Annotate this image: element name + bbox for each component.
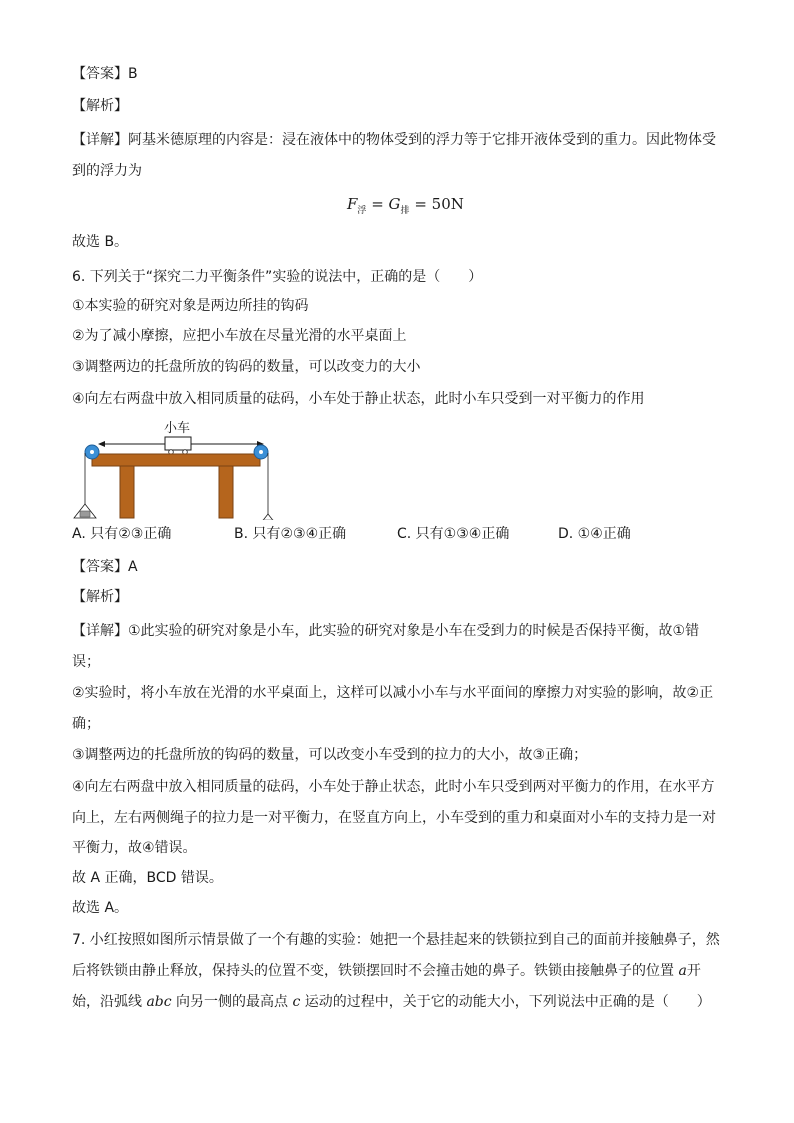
option-d[interactable]: D. ①④正确 xyxy=(558,526,631,542)
formula-f-sub: 浮 xyxy=(357,206,367,216)
table-leg-right xyxy=(219,466,233,518)
question-6-stem: 6. 下列关于“探究二力平衡条件”实验的说法中，正确的是（ ） xyxy=(72,269,483,285)
detail-6-line-8: 平衡力，故④错误。 xyxy=(72,840,197,856)
detail-6-line-3: ②实验时，将小车放在光滑的水平桌面上，这样可以减小小车与水平面间的摩擦力对实验的影响，故②正 xyxy=(72,685,714,701)
point-a: a xyxy=(678,963,687,979)
statement-2: ②为了减小摩擦，应把小车放在尽量光滑的水平桌面上 xyxy=(72,328,407,344)
arc-abc: abc xyxy=(146,994,172,1010)
q7-text: 运动的过程中，关于它的动能大小，下列说法中正确的是（ ） xyxy=(300,994,711,1010)
table-top xyxy=(92,454,260,466)
detail-6-line-2: 误； xyxy=(72,654,100,670)
left-weight-icon xyxy=(80,511,90,517)
q7-text: 后将铁锁由静止释放，保持头的位置不变，铁锁摆回时不会撞击她的鼻子。铁锁由接触鼻子的位置 xyxy=(72,963,679,979)
pulley-axle-icon xyxy=(259,450,263,454)
cart-label: 小车 xyxy=(164,421,191,436)
detail-6-line-9: 故 A 正确，BCD 错误。 xyxy=(72,870,223,886)
detail-6-line-6: ④向左右两盘中放入相同质量的砝码，小车处于静止状态，此时小车只受到两对平衡力的作用，在水平方 xyxy=(72,779,715,795)
detail-tag: 【详解】 xyxy=(72,623,128,639)
formula-g: G xyxy=(388,195,401,213)
q6-options xyxy=(72,523,722,545)
option-b[interactable]: B. 只有②③④正确 xyxy=(234,526,347,542)
answer-value: B xyxy=(128,66,138,82)
question-7-line-3 xyxy=(72,992,711,1012)
answer-5 xyxy=(72,64,138,84)
detail-text: ①此实验的研究对象是小车，此实验的研究对象是小车在受到力的时候是否保持平衡，故①错 xyxy=(128,623,700,639)
question-7-line-2 xyxy=(72,961,701,981)
answer-tag: 【答案】 xyxy=(72,559,128,575)
answer-6 xyxy=(72,557,138,577)
question-7-line-1: 7. 小红按照如图所示情景做了一个有趣的实验：她把一个悬挂起来的铁锁拉到自己的面前并接触鼻子，然 xyxy=(72,932,720,948)
analysis-5-tag: 【解析】 xyxy=(72,98,128,114)
formula-g-sub: 排 xyxy=(400,206,410,216)
q7-text: 向另一侧的最高点 xyxy=(171,994,293,1010)
detail-text: 阿基米德原理的内容是：浸在液体中的物体受到的浮力等于它排开液体受到的重力。因此物体受 xyxy=(128,132,716,148)
analysis-6-tag: 【解析】 xyxy=(72,589,128,605)
option-a[interactable]: A. 只有②③正确 xyxy=(72,526,172,542)
detail-6-line-4: 确； xyxy=(72,716,100,732)
statement-3: ③调整两边的托盘所放的钩码的数量，可以改变力的大小 xyxy=(72,359,421,375)
detail-5-line-1 xyxy=(72,130,716,150)
q7-text: 始，沿弧线 xyxy=(72,994,147,1010)
formula-f: F xyxy=(347,195,358,213)
q7-text: 开 xyxy=(686,963,701,979)
formula-eq: = xyxy=(366,195,389,213)
option-c[interactable]: C. 只有①③④正确 xyxy=(397,526,510,542)
left-arrow-icon xyxy=(98,441,105,447)
point-c: c xyxy=(292,994,301,1010)
balance-experiment-figure xyxy=(72,420,292,520)
table-leg-left xyxy=(120,466,134,518)
conclusion-5: 故选 B。 xyxy=(72,234,129,250)
detail-5-line-2: 到的浮力为 xyxy=(72,163,142,179)
statement-1: ①本实验的研究对象是两边所挂的钩码 xyxy=(72,298,309,314)
detail-6-line-1 xyxy=(72,621,699,641)
right-tray-icon xyxy=(257,514,279,520)
answer-value: A xyxy=(128,559,138,575)
detail-6-line-5: ③调整两边的托盘所放的钩码的数量，可以改变小车受到的拉力的大小，故③正确； xyxy=(72,747,588,763)
answer-tag: 【答案】 xyxy=(72,66,128,82)
detail-6-line-10: 故选 A。 xyxy=(72,900,129,916)
cart xyxy=(165,437,191,450)
formula-rhs: = 50N xyxy=(409,195,464,213)
detail-6-line-7: 向上，左右两侧绳子的拉力是一对平衡力，在竖直方向上，小车受到的重力和桌面对小车的支持力是一对 xyxy=(72,810,716,826)
statement-4: ④向左右两盘中放入相同质量的砝码，小车处于静止状态，此时小车只受到一对平衡力的作用 xyxy=(72,391,645,407)
buoyancy-formula xyxy=(347,194,464,221)
pulley-axle-icon xyxy=(90,450,94,454)
detail-tag: 【详解】 xyxy=(72,132,128,148)
